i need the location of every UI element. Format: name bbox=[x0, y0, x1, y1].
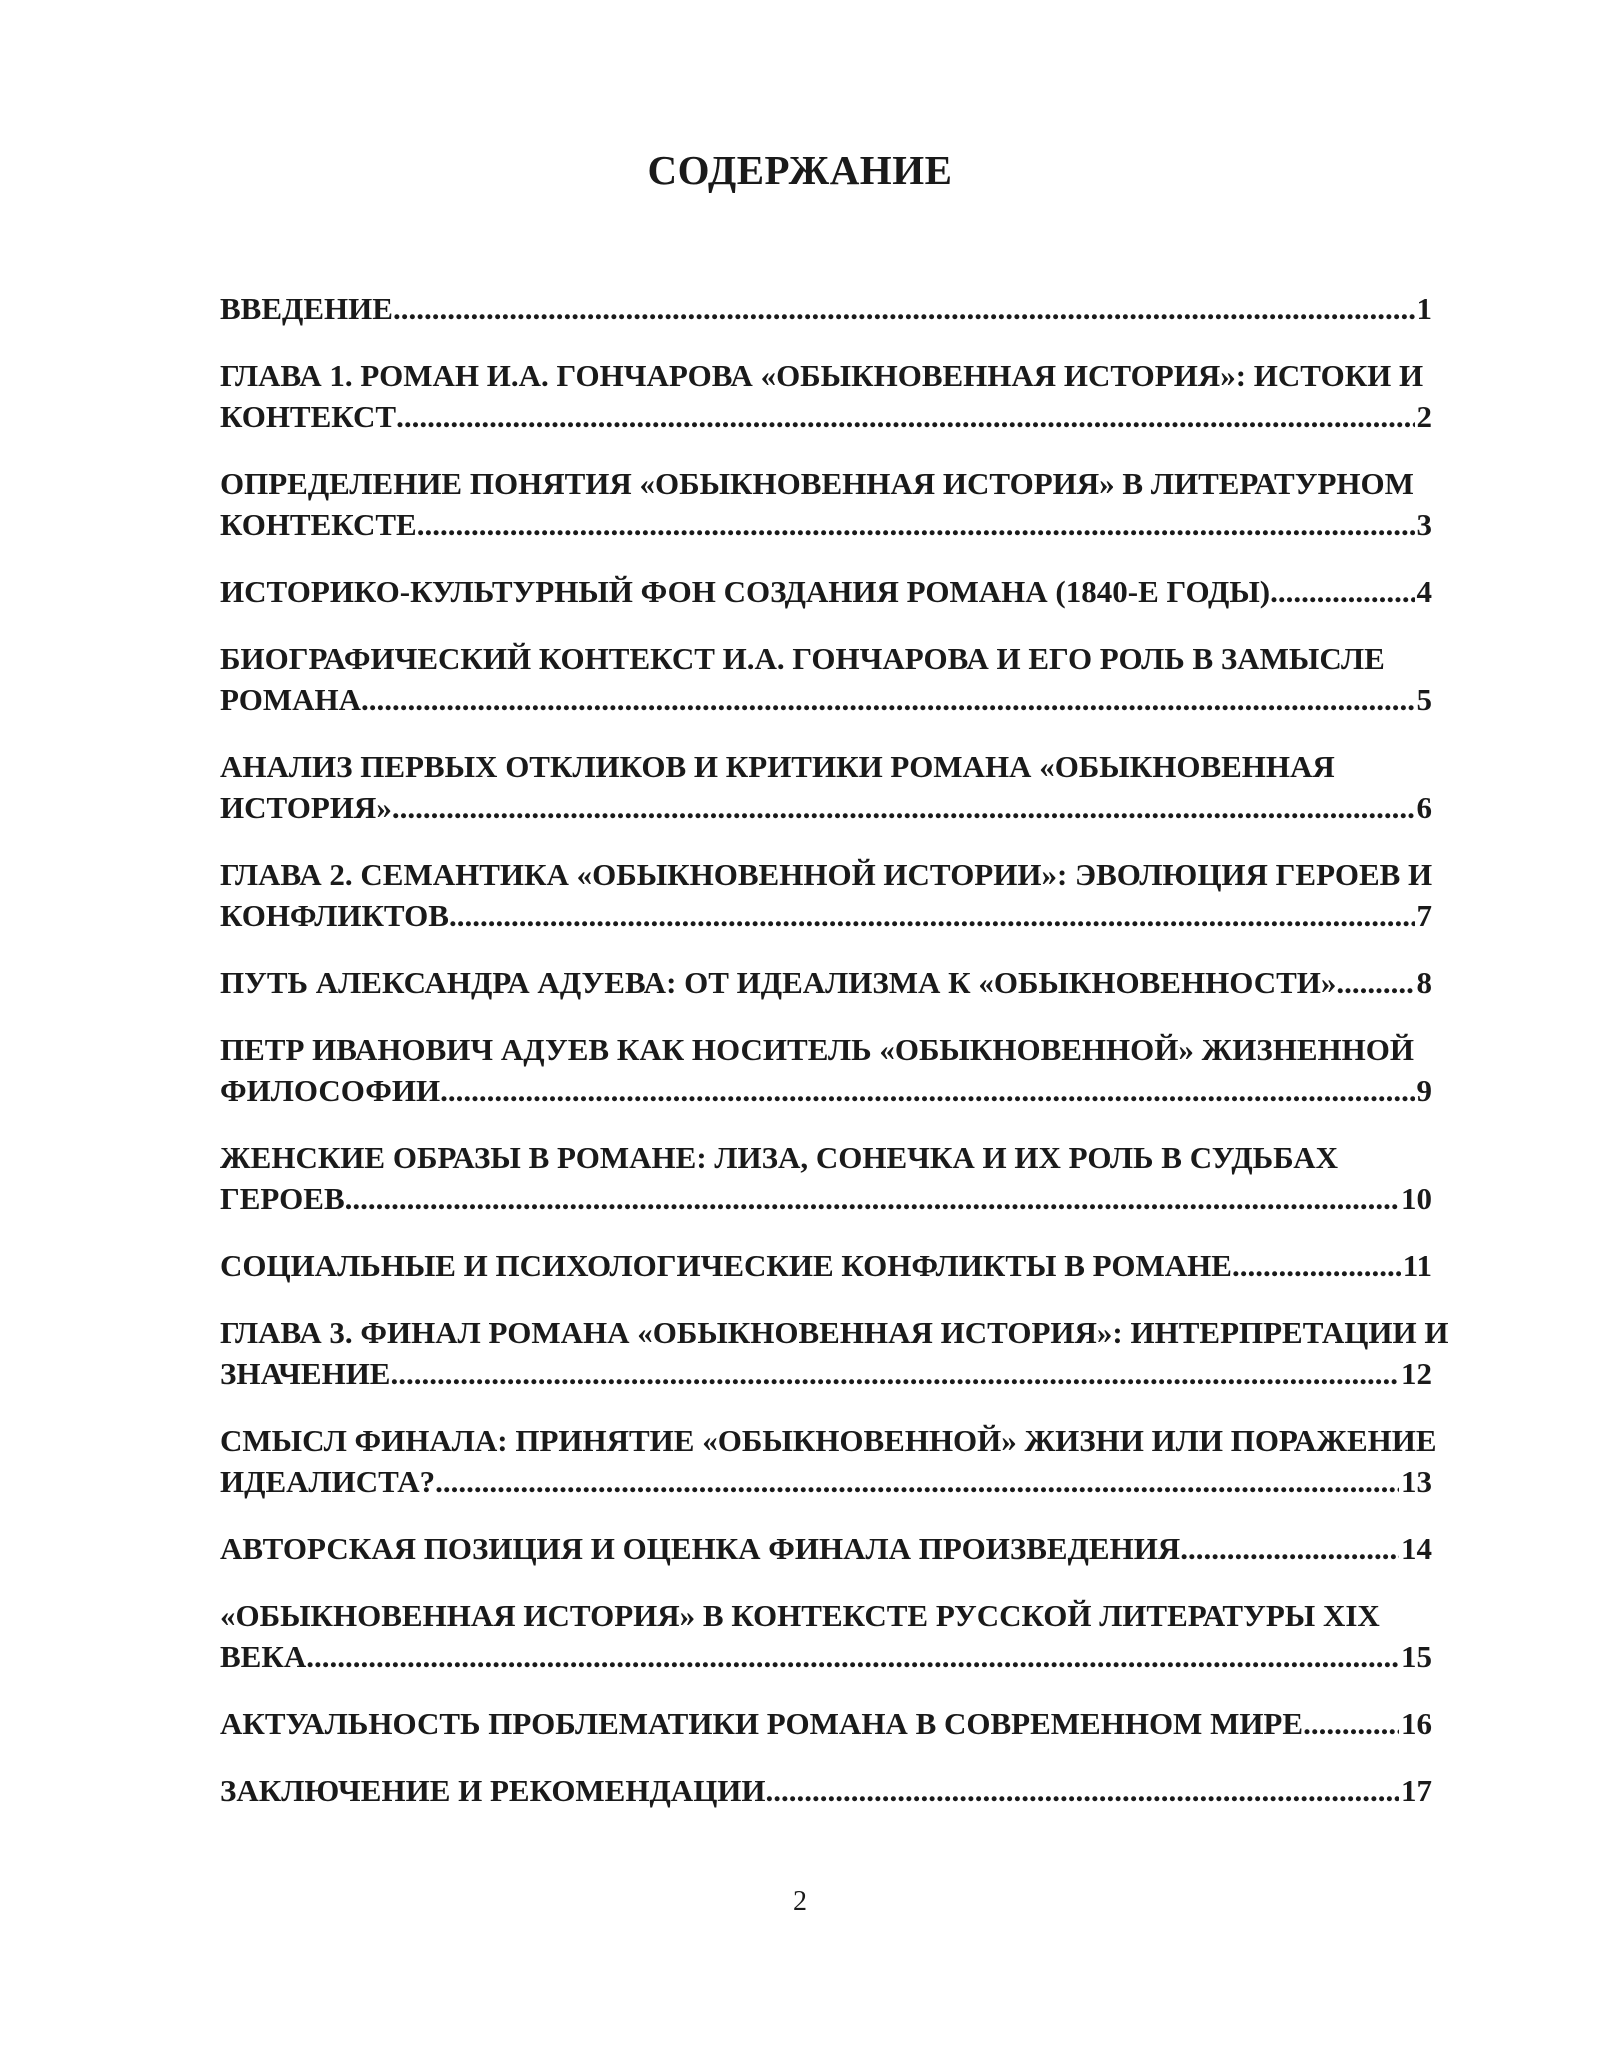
toc-entry-title: ЖЕНСКИЕ ОБРАЗЫ В РОМАНЕ: ЛИЗА, СОНЕЧКА И ИХ РОЛЬ В СУДЬБАХ bbox=[220, 1140, 1338, 1175]
toc-entry-title: ОПРЕДЕЛЕНИЕ ПОНЯТИЯ «ОБЫКНОВЕННАЯ ИСТОРИЯ» В ЛИТЕРАТУРНОМ bbox=[220, 466, 1414, 501]
toc-entry-page: 8 bbox=[1416, 965, 1432, 1000]
toc-entry-section-1-3[interactable] bbox=[220, 638, 1432, 720]
toc-entry-title-cont: КОНТЕКСТЕ bbox=[220, 507, 417, 542]
toc-entry-title: ПУТЬ АЛЕКСАНДРА АДУЕВА: ОТ ИДЕАЛИЗМА К «ОБЫКНОВЕННОСТИ» bbox=[220, 965, 1337, 1000]
toc-entry-section-2-2[interactable] bbox=[220, 1029, 1432, 1111]
toc-entry-title: ВВЕДЕНИЕ bbox=[220, 291, 393, 326]
dot-leader bbox=[345, 1178, 1399, 1219]
toc-entry-page: 10 bbox=[1401, 1181, 1432, 1216]
toc-entry-title-cont: РОМАНА bbox=[220, 682, 362, 717]
toc-entry-page: 16 bbox=[1401, 1706, 1432, 1741]
toc-entry-title: АКТУАЛЬНОСТЬ ПРОБЛЕМАТИКИ РОМАНА В СОВРЕМЕННОМ МИРЕ bbox=[220, 1706, 1304, 1741]
toc-heading: СОДЕРЖАНИЕ bbox=[647, 147, 953, 193]
toc-entry-title-cont: ИДЕАЛИСТА? bbox=[220, 1464, 436, 1499]
dot-leader bbox=[435, 1461, 1399, 1502]
toc-entry-page: 6 bbox=[1416, 790, 1432, 825]
toc-entry-section-3-1[interactable] bbox=[220, 1420, 1437, 1502]
toc-entry-title: ГЛАВА 3. ФИНАЛ РОМАНА «ОБЫКНОВЕННАЯ ИСТОРИЯ»: ИНТЕРПРЕТАЦИИ И bbox=[220, 1315, 1449, 1350]
toc-entry-page: 4 bbox=[1416, 574, 1432, 609]
toc-entry-section-3-2[interactable] bbox=[220, 1528, 1432, 1569]
toc-entry-title-cont: КОНФЛИКТОВ bbox=[220, 898, 449, 933]
toc-entry-title: ЗАКЛЮЧЕНИЕ И РЕКОМЕНДАЦИИ bbox=[220, 1773, 766, 1808]
toc-entry-title: ГЛАВА 1. РОМАН И.А. ГОНЧАРОВА «ОБЫКНОВЕННАЯ ИСТОРИЯ»: ИСТОКИ И bbox=[220, 358, 1424, 393]
toc-entry-page: 7 bbox=[1416, 898, 1432, 933]
dot-leader bbox=[391, 1353, 1400, 1394]
toc-entry-title: АНАЛИЗ ПЕРВЫХ ОТКЛИКОВ И КРИТИКИ РОМАНА «ОБЫКНОВЕННАЯ bbox=[220, 749, 1335, 784]
toc-entry-introduction[interactable] bbox=[220, 288, 1432, 329]
toc-entry-page: 13 bbox=[1401, 1464, 1432, 1499]
toc-entry-page: 17 bbox=[1401, 1773, 1432, 1808]
dot-leader bbox=[361, 679, 1414, 720]
dot-leader bbox=[417, 504, 1415, 545]
toc-entry-title-cont: ФИЛОСОФИИ bbox=[220, 1073, 441, 1108]
toc-entry-page: 11 bbox=[1402, 1248, 1432, 1283]
dot-leader bbox=[440, 1070, 1414, 1111]
dot-leader bbox=[306, 1636, 1399, 1677]
toc-entry-page: 9 bbox=[1416, 1073, 1432, 1108]
toc-entry-section-1-4[interactable] bbox=[220, 746, 1432, 828]
toc-entry-page: 1 bbox=[1416, 291, 1432, 326]
dot-leader bbox=[1270, 571, 1414, 612]
toc-entry-chapter-2[interactable] bbox=[220, 854, 1432, 936]
toc-entry-page: 14 bbox=[1401, 1531, 1432, 1566]
dot-leader bbox=[1232, 1245, 1401, 1286]
toc-entry-chapter-1[interactable] bbox=[220, 355, 1432, 437]
toc-entry-chapter-3[interactable] bbox=[220, 1312, 1449, 1394]
toc-entry-conclusion[interactable] bbox=[220, 1770, 1432, 1811]
toc-entry-section-2-4[interactable] bbox=[220, 1245, 1432, 1286]
dot-leader bbox=[393, 288, 1415, 329]
toc-entry-title: ИСТОРИКО-КУЛЬТУРНЫЙ ФОН СОЗДАНИЯ РОМАНА (1840-Е ГОДЫ) bbox=[220, 574, 1271, 609]
toc-entry-page: 3 bbox=[1416, 507, 1432, 542]
toc-entry-title-cont: ГЕРОЕВ bbox=[220, 1181, 345, 1216]
toc-entry-page: 2 bbox=[1416, 399, 1432, 434]
toc-entry-title: СОЦИАЛЬНЫЕ И ПСИХОЛОГИЧЕСКИЕ КОНФЛИКТЫ В РОМАНЕ bbox=[220, 1248, 1232, 1283]
dot-leader bbox=[396, 396, 1414, 437]
toc-entry-section-2-3[interactable] bbox=[220, 1137, 1432, 1219]
toc-entry-title-cont: ЗНАЧЕНИЕ bbox=[220, 1356, 391, 1391]
toc-entry-title: СМЫСЛ ФИНАЛА: ПРИНЯТИЕ «ОБЫКНОВЕННОЙ» ЖИЗНИ ИЛИ ПОРАЖЕНИЕ bbox=[220, 1423, 1437, 1458]
toc-entry-title: АВТОРСКАЯ ПОЗИЦИЯ И ОЦЕНКА ФИНАЛА ПРОИЗВЕДЕНИЯ bbox=[220, 1531, 1181, 1566]
toc-entry-title: ГЛАВА 2. СЕМАНТИКА «ОБЫКНОВЕННОЙ ИСТОРИИ»: ЭВОЛЮЦИЯ ГЕРОЕВ И bbox=[220, 857, 1433, 892]
dot-leader bbox=[392, 787, 1415, 828]
dot-leader bbox=[1303, 1703, 1399, 1744]
page-number: 2 bbox=[793, 1886, 807, 1917]
dot-leader bbox=[449, 895, 1415, 936]
toc-entry-section-3-4[interactable] bbox=[220, 1703, 1432, 1744]
table-of-contents bbox=[220, 288, 1449, 1837]
toc-entry-title-cont: ИСТОРИЯ» bbox=[220, 790, 392, 825]
toc-entry-page: 15 bbox=[1401, 1639, 1432, 1674]
toc-entry-title-cont: ВЕКА bbox=[220, 1639, 307, 1674]
toc-entry-section-2-1[interactable] bbox=[220, 962, 1432, 1003]
toc-entry-title-cont: КОНТЕКСТ bbox=[220, 399, 397, 434]
toc-entry-section-3-3[interactable] bbox=[220, 1595, 1432, 1677]
toc-entry-title: ПЕТР ИВАНОВИЧ АДУЕВ КАК НОСИТЕЛЬ «ОБЫКНОВЕННОЙ» ЖИЗНЕННОЙ bbox=[220, 1032, 1414, 1067]
toc-entry-section-1-1[interactable] bbox=[220, 463, 1432, 545]
dot-leader bbox=[1180, 1528, 1399, 1569]
toc-entry-title: «ОБЫКНОВЕННАЯ ИСТОРИЯ» В КОНТЕКСТЕ РУССКОЙ ЛИТЕРАТУРЫ XIX bbox=[220, 1598, 1380, 1633]
toc-entry-section-1-2[interactable] bbox=[220, 571, 1432, 612]
dot-leader bbox=[1336, 962, 1414, 1003]
dot-leader bbox=[766, 1770, 1399, 1811]
toc-entry-page: 12 bbox=[1401, 1356, 1432, 1391]
toc-entry-title: БИОГРАФИЧЕСКИЙ КОНТЕКСТ И.А. ГОНЧАРОВА И ЕГО РОЛЬ В ЗАМЫСЛЕ bbox=[220, 641, 1385, 676]
toc-entry-page: 5 bbox=[1416, 682, 1432, 717]
